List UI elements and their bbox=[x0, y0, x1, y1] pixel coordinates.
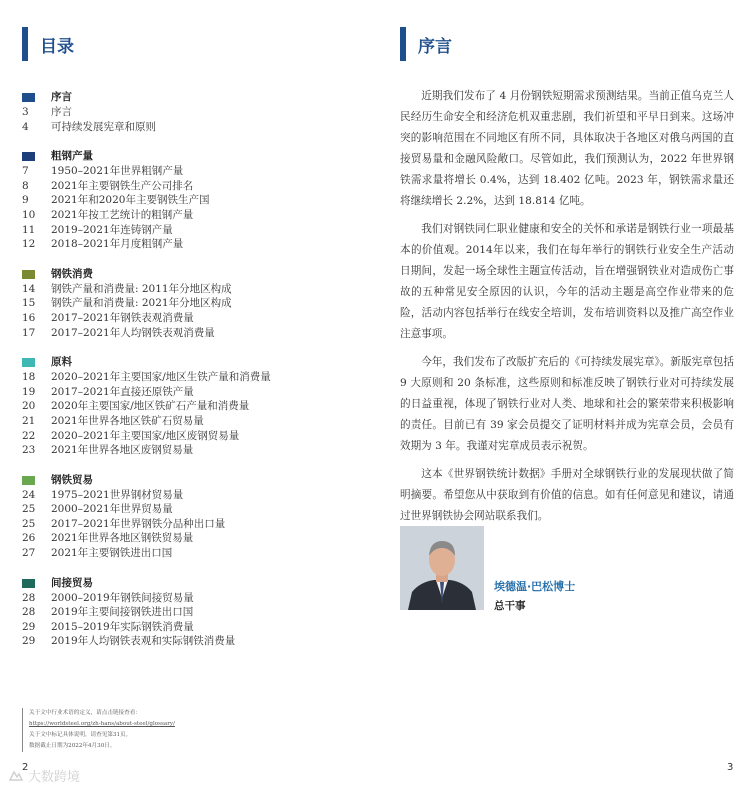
toc-entry[interactable] bbox=[22, 399, 352, 414]
toc-entry-title: 2021年主要钢铁进出口国 bbox=[51, 547, 173, 560]
toc-section bbox=[22, 90, 352, 134]
watermark-text: 大数跨境 bbox=[28, 770, 81, 785]
toc-entry-title: 2017–2021年世界钢铁分品种出口量 bbox=[51, 517, 226, 530]
toc-page-number: 11 bbox=[22, 223, 36, 236]
toc-page-number: 26 bbox=[22, 532, 36, 545]
toc-section-header bbox=[22, 355, 352, 370]
toc-entry[interactable] bbox=[22, 296, 352, 311]
toc-entry-title: 2000–2019年钢铁间接贸易量 bbox=[51, 591, 194, 604]
toc-page-number: 15 bbox=[22, 297, 36, 310]
toc-entry[interactable] bbox=[22, 179, 352, 194]
header-accent-bar bbox=[22, 27, 28, 61]
toc-entry[interactable] bbox=[22, 120, 352, 135]
section-color-swatch bbox=[22, 476, 35, 485]
toc-entry[interactable] bbox=[22, 429, 352, 444]
toc-section-title: 间接贸易 bbox=[51, 576, 93, 589]
toc-page-number: 12 bbox=[22, 238, 36, 251]
toc-page-number: 16 bbox=[22, 311, 36, 324]
toc-page-number: 28 bbox=[22, 591, 36, 604]
toc-section-header bbox=[22, 267, 352, 282]
footnote-line-2: 关于文中标记具体说明，请查见第31页。 bbox=[29, 732, 132, 738]
toc-page-number: 19 bbox=[22, 385, 36, 398]
glossary-link[interactable]: https://worldsteel.org/zh-hans/about-steel/glossary/ bbox=[29, 721, 175, 727]
toc-page-number: 7 bbox=[22, 165, 29, 178]
toc-entry-title: 可持续发展宪章和原则 bbox=[51, 120, 156, 133]
section-color-swatch bbox=[22, 152, 35, 161]
toc-entry[interactable] bbox=[22, 326, 352, 341]
preface-paragraph: 这本《世界钢铁统计数据》手册对全球钢铁行业的发展现状做了简明摘要。希望您从中获取到有价值的信息。如有任何意见和建议，请通过世界钢铁协会网站联系我们。 bbox=[400, 468, 734, 522]
toc-section-header bbox=[22, 576, 352, 591]
preface-paragraph: 近期我们发布了 4 月份钢铁短期需求预测结果。当前正值乌克兰人民经历生命安全和经济危机双重悲剧，我们祈望和平早日到来。这场冲突的影响范围在不同地区有所不同，具体取决于各地区对俄乌两国的直接贸易量和金融风险敞口。尽管如此，我们预测认为，2022 年世界钢铁需求量将增长 0.4%，达到 18.402 亿吨。2023 年，钢铁需求量还将继续增长 2.2%，达到 18.814 亿吨。 bbox=[400, 90, 734, 207]
toc-entry[interactable] bbox=[22, 223, 352, 238]
toc-entry-title: 2021年和2020年主要钢铁生产国 bbox=[51, 194, 210, 207]
toc-entry-title: 2019–2021年连铸钢产量 bbox=[51, 223, 173, 236]
portrait-photo bbox=[400, 526, 484, 610]
toc-entry[interactable] bbox=[22, 208, 352, 223]
toc-entry[interactable] bbox=[22, 370, 352, 385]
preface-paragraph: 今年，我们发布了改版扩充后的《可持续发展宪章》。新版宪章包括 9 大原则和 20 条标准，这些原则和标准反映了钢铁行业对可持续发展的日益重视，体现了钢铁行业对人类、地球和社会的繁荣带来积极影响的责任。目前已有 39 家会员提交了证明材料并成为宪章会员，会员有效期为 3 年。我谨对宪章成员表示祝贺。 bbox=[400, 356, 734, 452]
toc-page-number: 20 bbox=[22, 400, 36, 413]
toc-section bbox=[22, 473, 352, 561]
toc-entry[interactable] bbox=[22, 105, 352, 120]
toc-page-number: 18 bbox=[22, 371, 36, 384]
section-color-swatch bbox=[22, 93, 35, 102]
preface-paragraph: 我们对钢铁同仁职业健康和安全的关怀和承诺是钢铁行业一项最基本的价值观。2014年以来，我们在每年举行的钢铁行业安全生产活动日期间，发起一场全球性主题宣传活动，旨在增强钢铁业对造成伤亡事故的五种常见安全原因的认识，今年的活动主题是高空作业带来的危险，活动内容包括举行在线安全培训，发布培训资料以及推广高空作业注意事项。 bbox=[400, 223, 734, 340]
toc-section-header bbox=[22, 149, 352, 164]
toc-page-number: 14 bbox=[22, 282, 36, 295]
toc-section-header bbox=[22, 473, 352, 488]
toc-entry-title: 2000–2021年世界贸易量 bbox=[51, 503, 173, 516]
toc-entry[interactable] bbox=[22, 502, 352, 517]
toc-section bbox=[22, 267, 352, 340]
toc-entry-title: 2021年世界各地区铁矿石贸易量 bbox=[51, 414, 204, 427]
toc-entry[interactable] bbox=[22, 546, 352, 561]
toc-entry-title: 1975–2021世界钢材贸易量 bbox=[51, 488, 184, 501]
toc-title: 目录 bbox=[40, 36, 74, 57]
toc-section bbox=[22, 576, 352, 649]
toc-page-number: 24 bbox=[22, 488, 36, 501]
toc-entry[interactable] bbox=[22, 164, 352, 179]
toc-page-number: 29 bbox=[22, 620, 36, 633]
toc-entry[interactable] bbox=[22, 385, 352, 400]
signature-block bbox=[494, 578, 575, 613]
toc-entry-title: 2019年人均钢铁表观和实际钢铁消费量 bbox=[51, 635, 236, 648]
preface-title: 序言 bbox=[418, 36, 452, 57]
toc-page-number: 22 bbox=[22, 429, 36, 442]
toc-entry[interactable] bbox=[22, 488, 352, 503]
toc-entry[interactable] bbox=[22, 620, 352, 635]
toc-page-number: 3 bbox=[22, 106, 29, 118]
section-color-swatch bbox=[22, 358, 35, 367]
toc-entry-title: 2021年世界各地区钢铁贸易量 bbox=[51, 532, 194, 545]
toc-entry-title: 2021年主要钢铁生产公司排名 bbox=[51, 179, 194, 192]
toc-entry-title: 钢铁产量和消费量: 2021年分地区构成 bbox=[51, 297, 232, 310]
toc-entry-title: 序言 bbox=[51, 106, 72, 118]
toc-page-number: 23 bbox=[22, 444, 36, 457]
toc-entry-title: 钢铁产量和消费量: 2011年分地区构成 bbox=[51, 282, 232, 295]
toc-entry[interactable] bbox=[22, 605, 352, 620]
toc-section bbox=[22, 149, 352, 252]
page-number-right: 3 bbox=[727, 762, 734, 773]
toc-section bbox=[22, 355, 352, 458]
signature-name: 埃德温·巴松博士 bbox=[494, 580, 576, 593]
toc-entry[interactable] bbox=[22, 193, 352, 208]
watermark bbox=[8, 766, 80, 785]
toc-page-number: 9 bbox=[22, 194, 29, 207]
header-accent-bar bbox=[400, 27, 406, 61]
toc-entry-title: 2015–2019年实际钢铁消费量 bbox=[51, 620, 194, 633]
footnote-line-3: 数据截止日期为2022年4月30日。 bbox=[29, 743, 116, 749]
toc-section-title: 钢铁贸易 bbox=[51, 473, 93, 486]
toc-entry[interactable] bbox=[22, 311, 352, 326]
toc-page-number: 10 bbox=[22, 208, 36, 221]
toc-entry-title: 2017–2021年钢铁表观消费量 bbox=[51, 311, 194, 324]
watermark-logo-icon bbox=[8, 769, 24, 783]
portrait-illustration bbox=[400, 526, 484, 610]
toc-entry[interactable] bbox=[22, 517, 352, 532]
toc-entry-title: 2018–2021年月度粗钢产量 bbox=[51, 238, 184, 251]
toc-header bbox=[22, 27, 74, 61]
footnote bbox=[22, 708, 229, 752]
section-color-swatch bbox=[22, 270, 35, 279]
toc-page-number: 8 bbox=[22, 179, 29, 192]
toc-section-title: 序言 bbox=[51, 91, 72, 104]
toc-entry-title: 2021年世界各地区废钢贸易量 bbox=[51, 444, 194, 457]
toc-section-header bbox=[22, 90, 352, 105]
toc-entry-title: 2019年主要间接钢铁进出口国 bbox=[51, 606, 194, 619]
toc-entry-title: 1950–2021年世界粗钢产量 bbox=[51, 165, 184, 178]
toc-entry-title: 2017–2021年直接还原铁产量 bbox=[51, 385, 194, 398]
page-number-left: 2 bbox=[22, 762, 29, 773]
toc-page-number: 27 bbox=[22, 547, 36, 560]
toc-page-number: 4 bbox=[22, 120, 29, 133]
toc-section-title: 粗钢产量 bbox=[51, 150, 93, 163]
toc-entry[interactable] bbox=[22, 414, 352, 429]
toc-entry-title: 2021年按工艺统计的粗钢产量 bbox=[51, 208, 194, 221]
preface-header bbox=[400, 27, 452, 61]
toc-entry[interactable] bbox=[22, 443, 352, 458]
signature-title: 总干事 bbox=[494, 600, 526, 612]
preface-body bbox=[400, 86, 734, 534]
table-of-contents bbox=[22, 90, 352, 664]
toc-entry-title: 2020–2021年主要国家/地区废钢贸易量 bbox=[51, 429, 240, 442]
toc-page-number: 17 bbox=[22, 326, 36, 339]
toc-entry-title: 2017–2021年人均钢铁表观消费量 bbox=[51, 326, 215, 339]
toc-page-number: 25 bbox=[22, 517, 36, 530]
toc-page-number: 29 bbox=[22, 635, 36, 648]
toc-entry-title: 2020–2021年主要国家/地区生铁产量和消费量 bbox=[51, 371, 271, 384]
toc-entry[interactable] bbox=[22, 591, 352, 606]
toc-section-title: 原料 bbox=[51, 356, 72, 369]
toc-entry[interactable] bbox=[22, 531, 352, 546]
toc-entry-title: 2020年主要国家/地区铁矿石产量和消费量 bbox=[51, 400, 250, 413]
section-color-swatch bbox=[22, 579, 35, 588]
toc-page-number: 25 bbox=[22, 503, 36, 516]
toc-entry[interactable] bbox=[22, 282, 352, 297]
toc-entry[interactable] bbox=[22, 634, 352, 649]
toc-section-title: 钢铁消费 bbox=[51, 267, 93, 280]
toc-page-number: 21 bbox=[22, 414, 36, 427]
toc-entry[interactable] bbox=[22, 237, 352, 252]
footnote-line-1: 关于文中行业术语的定义，请点击链接查看： bbox=[29, 710, 141, 716]
toc-page-number: 28 bbox=[22, 606, 36, 619]
